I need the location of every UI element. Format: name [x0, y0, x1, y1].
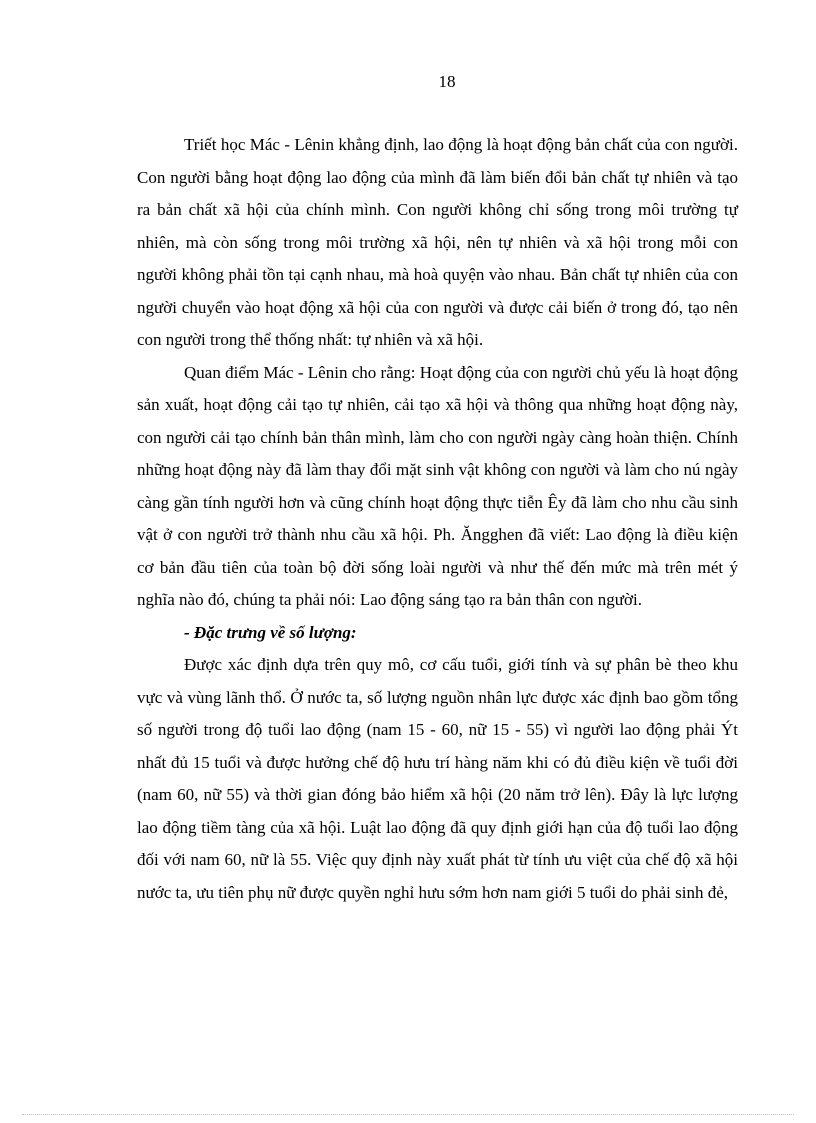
document-body	[137, 129, 738, 909]
page-number: 18	[438, 72, 456, 91]
paragraph-marxist-view: Quan điểm Mác - Lênin cho rằng: Hoạt động của con người chủ yếu là hoạt động sản xuất, hoạt động cải tạo tự nhiên, cải tạo xã hội và thông qua những hoạt động này, con người cải tạo chính bản thân mình, làm cho con người ngày càng hoàn thiện. Chính những hoạt động này đã làm thay đổi mặt sinh vật không con người và làm cho nú ngày càng gần tính người hơn và cũng chính hoạt động thực tiễn Êy đã làm cho nhu cầu sinh vật ở con người trở thành nhu cầu xã hội. Ph. Ăngghen đã viết: Lao động là điều kiện cơ bản đầu tiên của toàn bộ đời sống loài người và như thế đến mức mà trên mét ý nghĩa nào đó, chúng ta phải nói: Lao động sáng tạo ra bản thân con người.	[137, 362, 738, 609]
page-bottom-divider	[22, 1114, 794, 1115]
paragraph-labor-essence: Triết học Mác - Lênin khẳng định, lao động là hoạt động bản chất của con người. Con người bằng hoạt động lao động của mình đã làm biến đổi bản chất tự nhiên và tạo ra bản chất xã hội của chính mình. Con người không chỉ sống trong môi trường tự nhiên, mà còn sống trong môi trường xã hội, nên tự nhiên và xã hội trong mỗi con người không phải tồn tại cạnh nhau, mà hoà quyện vào nhau. Bản chất tự nhiên của con người chuyển vào hoạt động xã hội của con người và được cải biến ở trong đó, tạo nên con người trong thể thống nhất: tự nhiên và xã hội.	[137, 135, 738, 349]
paragraph-quantity-definition: Được xác định dựa trên quy mô, cơ cấu tuổi, giới tính và sự phân bè theo khu vực và vùng lãnh thổ. Ở nước ta, số lượng nguồn nhân lực được xác định bao gồm tổng số người trong độ tuổi lao động (nam 15 - 60, nữ 15 - 55) vì người lao động phải Ýt nhất đủ 15 tuổi và được hưởng chế độ hưu trí hàng năm khi có đủ điều kiện về tuổi đời (nam 60, nữ 55) và thời gian đóng bảo hiểm xã hội (20 năm trở lên). Đây là lực lượng lao động tiềm tàng của xã hội. Luật lao động đã quy định giới hạn của độ tuổi lao động đối với nam 60, nữ là 55. Việc quy định này xuất phát từ tính ưu việt của chế độ xã hội nước ta, ưu tiên phụ nữ được quyền nghỉ hưu sớm hơn nam giới 5 tuổi do phải sinh đẻ,	[137, 655, 738, 902]
section-heading-quantity: - Đặc trưng về số lượng:	[184, 622, 357, 642]
